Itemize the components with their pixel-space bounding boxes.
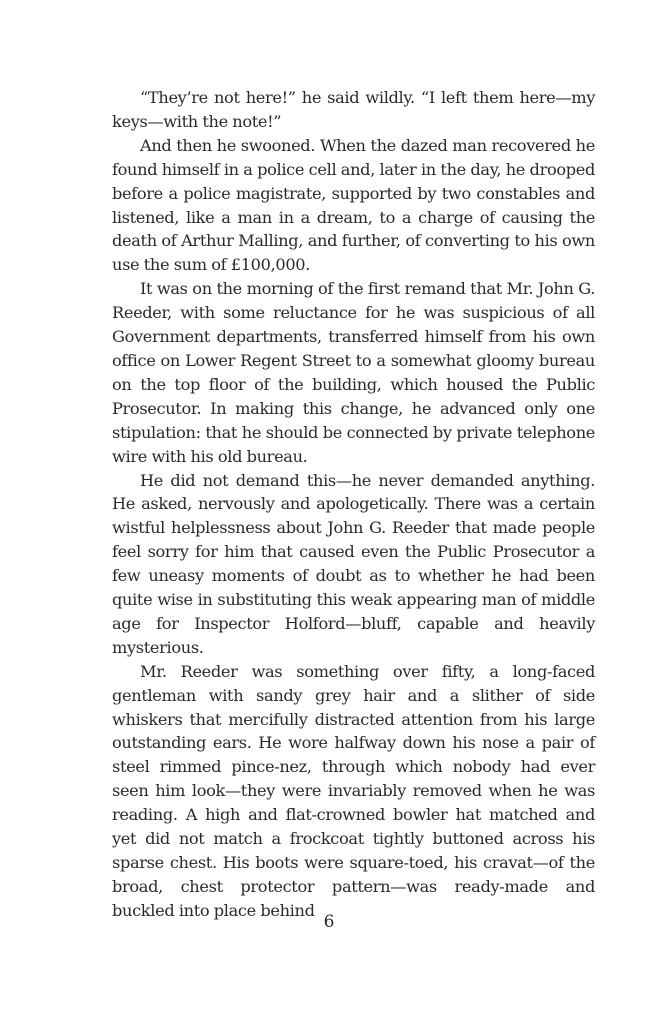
paragraph: “They’re not here!” he said wildly. “I left them here—my keys—with the note!”	[112, 88, 595, 131]
page-body	[112, 86, 595, 923]
paragraph: He did not demand this—he never demanded anything. He asked, nervously and apologetically. There was a certain wistful helplessness about John G. Reeder that made people feel sorry for him that caused even the Public Prosecutor a few uneasy moments of doubt as to whether he had been quite wise in substituting this weak appearing man of middle age for Inspector Holford—bluff, capable and heavily mysterious.	[112, 470, 595, 657]
page-number: 6	[323, 912, 335, 932]
paragraph: It was on the morning of the first remand that Mr. John G. Reeder, with some reluctance for he was suspicious of all Government departments, transferred himself from his own office on Lower Regent Street to a somewhat gloomy bureau on the top floor of the building, which housed the Public Prosecutor. In making this change, he advanced only one stipulation: that he should be connected by private telephone wire with his old bureau.	[112, 279, 595, 466]
paragraph: Mr. Reeder was something over fifty, a long-faced gentleman with sandy grey hair and a slither of side whiskers that mercifully distracted attention from his large outstanding ears. He wore halfway down his nose a pair of steel rimmed pince-nez, through which nobody had ever seen him look—they were invariably removed when he was reading. A high and flat-crowned bowler hat matched and yet did not match a frockcoat tightly buttoned across his sparse chest. His boots were square-toed, his cravat—of the broad, chest protector pattern—was ready-made and buckled into place behind	[112, 661, 595, 920]
paragraph: And then he swooned. When the dazed man recovered he found himself in a police cell and, later in the day, he drooped before a police magistrate, supported by two constables and listened, like a man in a dream, to a charge of causing the death of Arthur Malling, and further, of converting to his own use the sum of £100,000.	[112, 135, 595, 275]
